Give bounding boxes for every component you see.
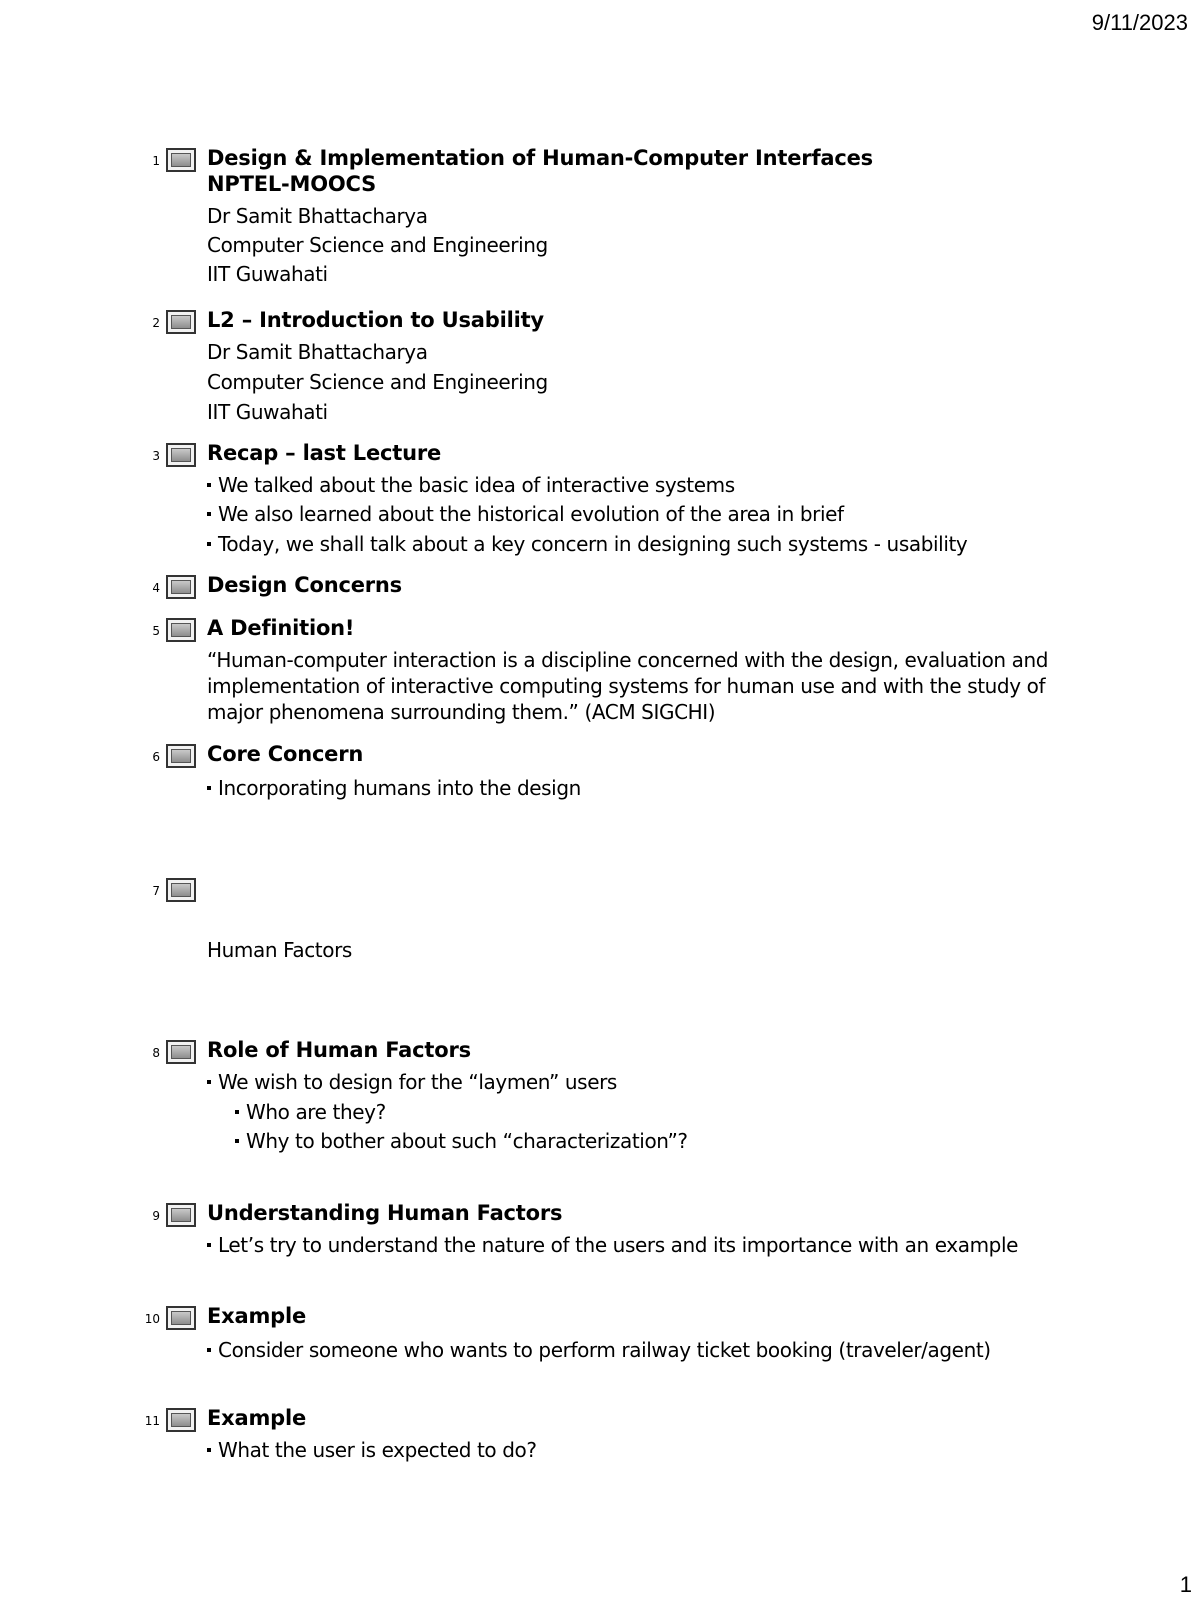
bullet-text: Consider someone who wants to perform railway ticket booking (traveler/agent) [218,1338,991,1362]
bullet-text: What the user is expected to do? [218,1438,537,1462]
bullet-text: Let’s try to understand the nature of the users and its importance with an example [218,1233,1019,1257]
slide-title: Example [207,1406,307,1430]
slide-text-line: Dr Samit Bhattacharya [207,340,428,364]
bullet-item [207,1438,537,1462]
bullet-text: Today, we shall talk about a key concern in designing such systems - usability [218,532,968,556]
bullet-text: We talked about the basic idea of interactive systems [218,473,735,497]
slide-text-line: Dr Samit Bhattacharya [207,204,428,228]
slide-title: Understanding Human Factors [207,1201,563,1225]
bullet-item [207,1338,991,1362]
slide-number: 7 [152,884,160,898]
bullet-item [207,1233,1018,1257]
slide-title: Design & Implementation of Human-Computer Interfaces [207,146,873,170]
slide-title: A Definition! [207,616,355,640]
slide-number: 4 [152,581,160,595]
slide-title: L2 – Introduction to Usability [207,308,544,332]
slide-thumbnail-icon [166,744,196,768]
bullet-item [207,532,967,556]
slide-thumbnail-icon [166,878,196,902]
bullet-text: Why to bother about such “characterization”? [246,1129,688,1153]
bullet-text: Incorporating humans into the design [218,776,581,800]
slide-thumbnail-icon [166,575,196,599]
slide-text-line: IIT Guwahati [207,262,328,286]
bullet-icon [207,1448,211,1452]
slide-title: Role of Human Factors [207,1038,471,1062]
slide-number: 8 [152,1046,160,1060]
slide-number: 9 [152,1209,160,1223]
slide-thumbnail-icon [166,1203,196,1227]
bullet-text: We wish to design for the “laymen” users [218,1070,617,1094]
slide-number: 6 [152,750,160,764]
bullet-item [207,502,844,526]
slide-text-line: IIT Guwahati [207,400,328,424]
slide-text-line: Computer Science and Engineering [207,233,548,257]
slide-text-line: Human Factors [207,938,352,962]
slide-title: Core Concern [207,742,364,766]
slide-title: Design Concerns [207,573,402,597]
slide-thumbnail-icon [166,443,196,467]
slide-subtitle: NPTEL-MOOCS [207,172,377,196]
bullet-icon [207,542,211,546]
bullet-text: We also learned about the historical evolution of the area in brief [218,502,844,526]
sub-bullet-item [235,1100,386,1124]
slide-number: 2 [152,316,160,330]
slide-title: Example [207,1304,307,1328]
bullet-icon [207,1348,211,1352]
slide-thumbnail-icon [166,148,196,172]
sub-bullet-item [235,1129,688,1153]
slide-text-line: major phenomena surrounding them.” (ACM SIGCHI) [207,700,716,724]
slide-thumbnail-icon [166,1408,196,1432]
page-date: 9/11/2023 [1091,10,1188,35]
bullet-text: Who are they? [246,1100,386,1124]
slide-text-line: implementation of interactive computing systems for human use and with the study of [207,674,1046,698]
bullet-icon [207,512,211,516]
slide-number: 10 [144,1312,160,1326]
bullet-icon [235,1110,239,1114]
bullet-item [207,1070,617,1094]
bullet-icon [235,1139,239,1143]
slide-text-line: Computer Science and Engineering [207,370,548,394]
slide-thumbnail-icon [166,618,196,642]
page-number: 1 [1179,1572,1192,1597]
bullet-item [207,776,581,800]
slide-thumbnail-icon [166,310,196,334]
slide-number: 5 [152,624,160,638]
slide-thumbnail-icon [166,1306,196,1330]
slide-text-line: “Human-computer interaction is a discipline concerned with the design, evaluation and [207,648,1049,672]
slide-title: Recap – last Lecture [207,441,442,465]
slide-number: 11 [144,1414,160,1428]
bullet-icon [207,1243,211,1247]
slide-number: 3 [152,449,160,463]
bullet-item [207,473,735,497]
bullet-icon [207,786,211,790]
slide-number: 1 [152,154,160,168]
bullet-icon [207,1080,211,1084]
slide-thumbnail-icon [166,1040,196,1064]
bullet-icon [207,483,211,487]
